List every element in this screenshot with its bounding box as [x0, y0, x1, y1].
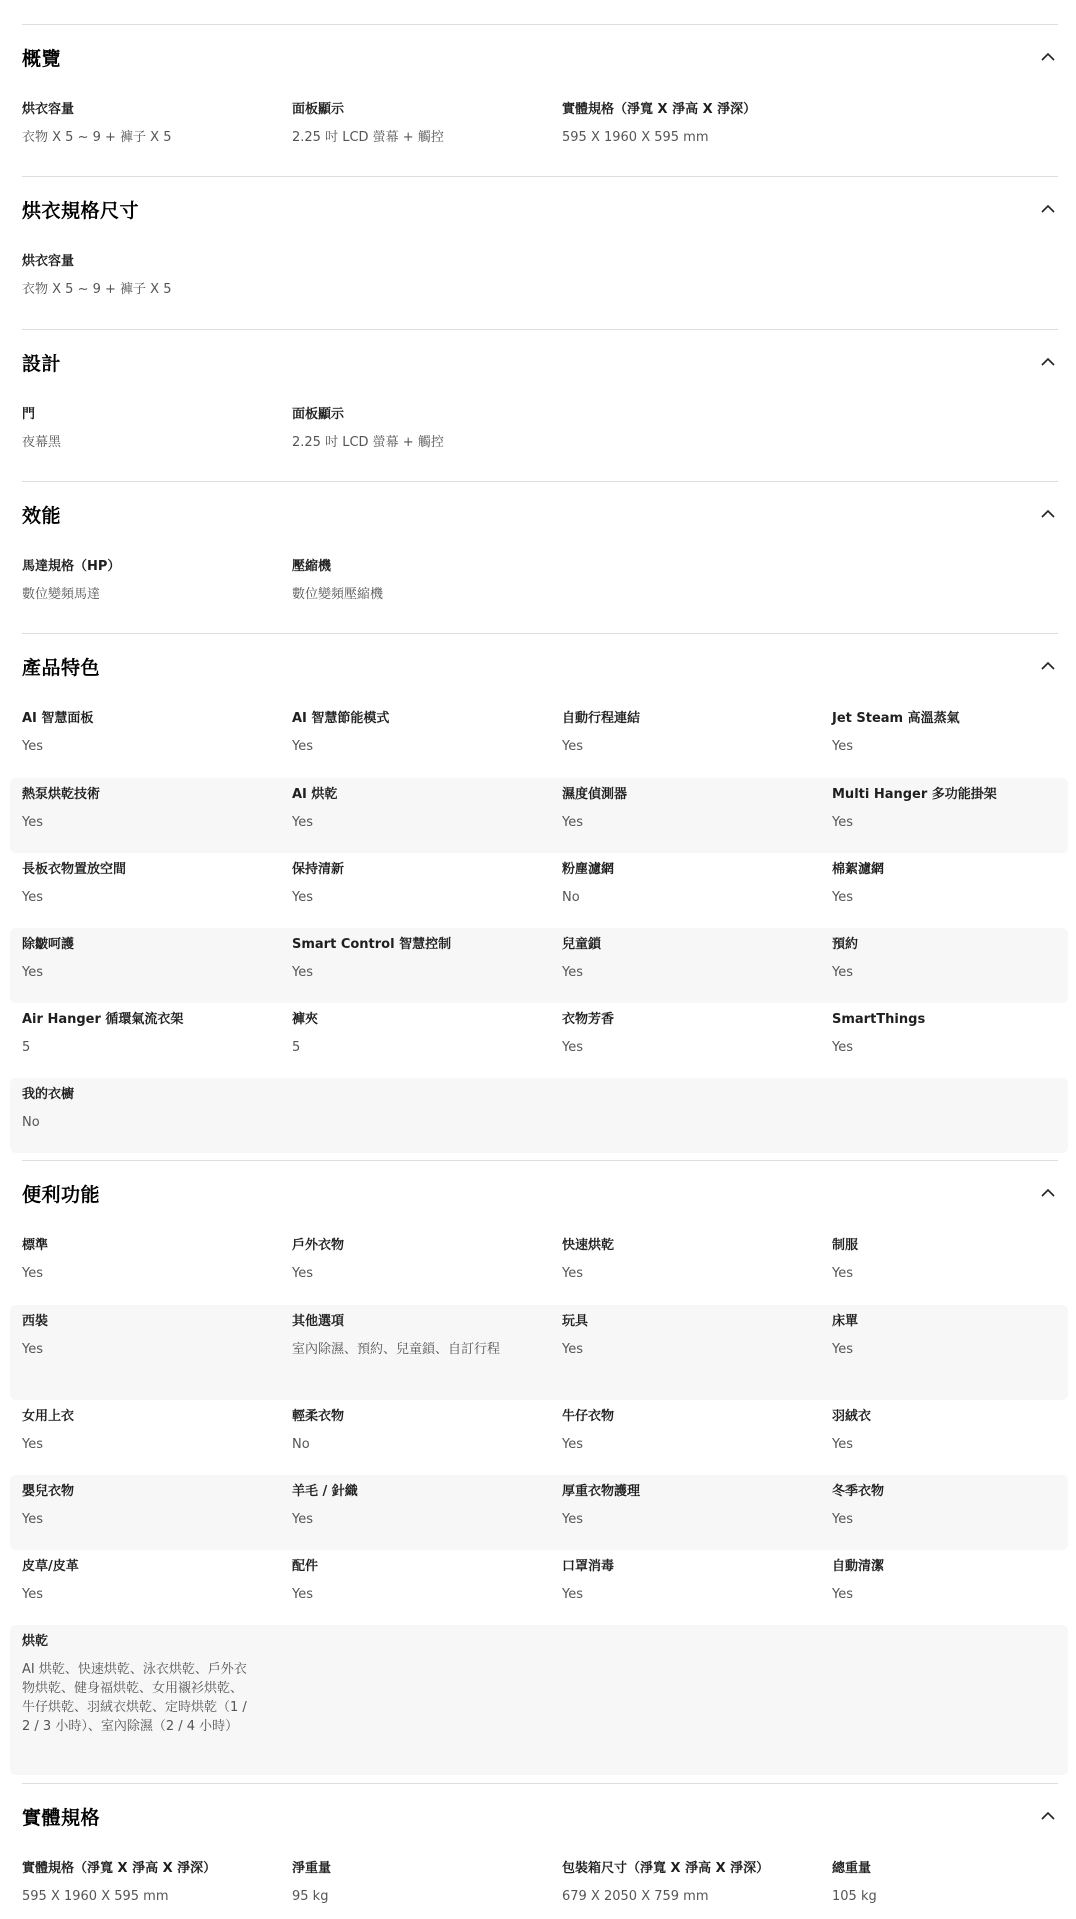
spec-value: Yes [22, 815, 43, 830]
spec-label: 面板顯示 [292, 102, 345, 117]
spec-value: Yes [292, 1266, 313, 1281]
spec-item [22, 1633, 252, 1736]
spec-label: AI 烘乾 [292, 787, 338, 802]
spec-item [22, 1313, 262, 1359]
section-overview-header[interactable] [22, 25, 1058, 95]
spec-label: 配件 [292, 1559, 319, 1574]
section-performance-header[interactable] [22, 482, 1058, 552]
spec-label: 玩具 [562, 1314, 589, 1329]
spec-value: Yes [292, 815, 313, 830]
spec-item [22, 936, 262, 982]
spec-item [832, 710, 1072, 756]
spec-value: Yes [22, 1266, 43, 1281]
chevron-up-icon[interactable] [1038, 504, 1058, 524]
spec-value: Yes [562, 1512, 583, 1527]
spec-row [10, 398, 1068, 474]
spec-value: Yes [22, 1587, 43, 1602]
spec-row [10, 245, 1068, 321]
spec-label: 烘衣容量 [22, 254, 75, 269]
spec-value: 2.25 吋 LCD 螢幕 + 觸控 [292, 435, 444, 450]
spec-label: 口罩消毒 [562, 1559, 615, 1574]
spec-label: 其他選項 [292, 1314, 345, 1329]
spec-label: SmartThings [832, 1012, 926, 1027]
spec-value: No [22, 1115, 40, 1130]
spec-row [10, 1475, 1068, 1550]
spec-item [292, 786, 532, 832]
spec-value: No [562, 890, 580, 905]
spec-item [22, 710, 262, 756]
spec-row [10, 1550, 1068, 1625]
spec-value: Yes [292, 890, 313, 905]
spec-item [832, 1483, 1072, 1529]
spec-label: 羽絨衣 [832, 1409, 872, 1424]
section-title: 設計 [22, 353, 62, 375]
spec-value: Yes [22, 890, 43, 905]
section-overview [22, 24, 1058, 177]
spec-item [832, 1558, 1072, 1604]
spec-value: Yes [292, 1512, 313, 1527]
spec-value: Yes [562, 815, 583, 830]
spec-row [10, 778, 1068, 853]
spec-label: 輕柔衣物 [292, 1409, 345, 1424]
spec-value: No [292, 1437, 310, 1452]
chevron-up-icon[interactable] [1038, 199, 1058, 219]
spec-item [22, 1408, 262, 1454]
spec-label: 長板衣物置放空間 [22, 862, 127, 877]
spec-label: AI 智慧節能模式 [292, 711, 390, 726]
spec-value: Yes [832, 1437, 853, 1452]
spec-item [22, 1237, 262, 1283]
spec-label: AI 智慧面板 [22, 711, 94, 726]
spec-value: Yes [562, 1437, 583, 1452]
spec-value: Yes [22, 1342, 43, 1357]
spec-item [292, 406, 532, 452]
spec-label: 標準 [22, 1238, 49, 1253]
spec-label: 褲夾 [292, 1012, 319, 1027]
spec-value: AI 烘乾、快速烘乾、泳衣烘乾、戶外衣物烘乾、健身福烘乾、女用襯衫烘乾、牛仔烘乾、羽絨衣烘乾、定時烘乾（1 / 2 / 3 小時）、室內除濕（2 / 4 小時） [22, 1662, 247, 1734]
spec-value: Yes [22, 739, 43, 754]
spec-value: Yes [292, 965, 313, 980]
spec-value: Yes [22, 965, 43, 980]
spec-label: 床單 [832, 1314, 859, 1329]
section-design-header[interactable] [22, 330, 1058, 400]
spec-label: 嬰兒衣物 [22, 1484, 75, 1499]
spec-value: Yes [832, 815, 853, 830]
spec-label: 濕度偵測器 [562, 787, 628, 802]
spec-label: 壓縮機 [292, 559, 332, 574]
spec-item [562, 1237, 802, 1283]
spec-value: 595 X 1960 X 595 mm [22, 1889, 169, 1904]
section-design [22, 329, 1058, 482]
spec-item [292, 558, 532, 604]
spec-value: Yes [562, 1587, 583, 1602]
spec-item [832, 1408, 1072, 1454]
spec-label: 厚重衣物護理 [562, 1484, 641, 1499]
spec-value: 595 X 1960 X 595 mm [562, 130, 709, 145]
spec-item [832, 1313, 1072, 1359]
chevron-up-icon[interactable] [1038, 352, 1058, 372]
spec-value: Yes [562, 1266, 583, 1281]
spec-row [10, 928, 1068, 1003]
spec-item [292, 710, 532, 756]
spec-value: Yes [832, 1587, 853, 1602]
chevron-up-icon[interactable] [1038, 1183, 1058, 1203]
spec-label: 我的衣櫥 [22, 1087, 75, 1102]
spec-value: Yes [562, 739, 583, 754]
spec-item [292, 936, 532, 982]
spec-value: 679 X 2050 X 759 mm [562, 1889, 709, 1904]
spec-label: Air Hanger 循環氣流衣架 [22, 1012, 184, 1027]
spec-value: 2.25 吋 LCD 螢幕 + 觸控 [292, 130, 444, 145]
spec-item [832, 861, 1072, 907]
spec-label: 烘乾 [22, 1634, 49, 1649]
spec-row [10, 1305, 1068, 1400]
spec-label: 總重量 [832, 1861, 872, 1876]
spec-item [562, 786, 802, 832]
section-title: 效能 [22, 505, 62, 527]
spec-row [10, 1078, 1068, 1153]
spec-label: 快速烘乾 [562, 1238, 615, 1253]
spec-label: 冬季衣物 [832, 1484, 885, 1499]
section-title: 烘衣規格尺寸 [22, 200, 140, 222]
section-drying-capacity-header[interactable] [22, 177, 1058, 247]
spec-label: 羊毛 / 針織 [292, 1484, 358, 1499]
spec-label: 實體規格（淨寬 X 淨高 X 淨深） [22, 1861, 217, 1876]
spec-item [22, 1086, 262, 1132]
spec-row [10, 1852, 1068, 1916]
spec-item [832, 1237, 1072, 1283]
section-convenience-header[interactable] [22, 1161, 1058, 1231]
spec-row [10, 550, 1068, 626]
spec-label: Jet Steam 高溫蒸氣 [832, 711, 960, 726]
spec-label: Multi Hanger 多功能掛架 [832, 787, 997, 802]
spec-value: Yes [832, 890, 853, 905]
spec-label: 熱泵烘乾技術 [22, 787, 101, 802]
spec-value: Yes [832, 1266, 853, 1281]
chevron-up-icon[interactable] [1038, 1806, 1058, 1826]
spec-item [22, 1011, 262, 1057]
spec-item [22, 406, 262, 452]
spec-label: 棉絮濾網 [832, 862, 885, 877]
spec-value: Yes [22, 1512, 43, 1527]
spec-item [292, 1860, 532, 1906]
spec-item [292, 1237, 532, 1283]
section-physical-spec-header[interactable] [22, 1784, 1058, 1854]
spec-value: Yes [832, 1512, 853, 1527]
chevron-up-icon[interactable] [1038, 656, 1058, 676]
spec-value: Yes [292, 1587, 313, 1602]
spec-item [22, 253, 262, 299]
spec-item [832, 1860, 1072, 1906]
spec-value: 夜幕黑 [22, 435, 62, 450]
spec-row [10, 1400, 1068, 1475]
spec-value: 5 [292, 1040, 301, 1055]
spec-label: 面板顯示 [292, 407, 345, 422]
spec-value: 室內除濕、預約、兒童鎖、自訂行程 [292, 1342, 501, 1357]
spec-label: 除皺呵護 [22, 937, 75, 952]
spec-item [22, 101, 262, 147]
spec-value: 衣物 X 5 ~ 9 + 褲子 X 5 [22, 130, 172, 145]
spec-item [562, 1408, 802, 1454]
spec-label: 女用上衣 [22, 1409, 75, 1424]
spec-label: 包裝箱尺寸（淨寬 X 淨高 X 淨深） [562, 1861, 770, 1876]
spec-item [292, 1408, 532, 1454]
spec-label: 皮草/皮革 [22, 1559, 79, 1574]
spec-item [562, 936, 802, 982]
spec-label: 自動行程連結 [562, 711, 641, 726]
section-title: 實體規格 [22, 1807, 101, 1829]
spec-label: 牛仔衣物 [562, 1409, 615, 1424]
section-title: 產品特色 [22, 657, 101, 679]
spec-label: 淨重量 [292, 1861, 332, 1876]
spec-label: 實體規格（淨寬 X 淨高 X 淨深） [562, 102, 757, 117]
section-convenience [22, 1160, 1058, 1784]
spec-label: Smart Control 智慧控制 [292, 937, 452, 952]
spec-value: 105 kg [832, 1889, 877, 1904]
spec-row [10, 853, 1068, 928]
spec-value: Yes [832, 965, 853, 980]
spec-value: Yes [22, 1437, 43, 1452]
spec-label: 兒童鎖 [562, 937, 602, 952]
spec-label: 自動清潔 [832, 1559, 885, 1574]
spec-value: Yes [562, 1342, 583, 1357]
section-title: 概覽 [22, 48, 62, 70]
spec-value: Yes [562, 965, 583, 980]
chevron-up-icon[interactable] [1038, 47, 1058, 67]
spec-item [292, 1011, 532, 1057]
spec-row [10, 1229, 1068, 1305]
spec-item [292, 1558, 532, 1604]
spec-value: Yes [832, 1342, 853, 1357]
spec-row [10, 1003, 1068, 1078]
spec-label: 保持清新 [292, 862, 345, 877]
spec-item [562, 101, 822, 147]
spec-row [10, 1625, 1068, 1775]
spec-value: Yes [562, 1040, 583, 1055]
spec-label: 衣物芳香 [562, 1012, 615, 1027]
spec-item [832, 786, 1072, 832]
spec-item [562, 1558, 802, 1604]
spec-item [832, 1011, 1072, 1057]
spec-item [292, 861, 532, 907]
spec-value: 數位變頻壓縮機 [292, 587, 384, 602]
section-features [22, 633, 1058, 1161]
spec-value: 衣物 X 5 ~ 9 + 褲子 X 5 [22, 282, 172, 297]
spec-value: Yes [832, 739, 853, 754]
spec-label: 預約 [832, 937, 859, 952]
spec-item [22, 861, 262, 907]
section-performance [22, 481, 1058, 634]
spec-item [22, 786, 262, 832]
section-title: 便利功能 [22, 1184, 101, 1206]
spec-item [292, 101, 532, 147]
spec-label: 戶外衣物 [292, 1238, 345, 1253]
spec-item [562, 1483, 802, 1529]
spec-label: 門 [22, 407, 36, 422]
spec-row [10, 702, 1068, 778]
spec-label: 烘衣容量 [22, 102, 75, 117]
spec-item [22, 558, 262, 604]
spec-item [292, 1483, 532, 1529]
spec-label: 粉塵濾網 [562, 862, 615, 877]
spec-value: Yes [292, 739, 313, 754]
spec-item [832, 936, 1072, 982]
spec-item [22, 1558, 262, 1604]
section-features-header[interactable] [22, 634, 1058, 704]
spec-row [10, 93, 1068, 169]
spec-item [562, 1313, 802, 1359]
spec-item [22, 1483, 262, 1529]
section-physical-spec [22, 1783, 1058, 1919]
spec-item [292, 1313, 517, 1359]
spec-item [562, 1011, 802, 1057]
spec-item [562, 861, 802, 907]
spec-label: 制服 [832, 1238, 859, 1253]
spec-item [562, 710, 802, 756]
section-drying-capacity [22, 176, 1058, 330]
spec-value: 95 kg [292, 1889, 329, 1904]
spec-label: 西裝 [22, 1314, 49, 1329]
spec-value: 數位變頻馬達 [22, 587, 101, 602]
spec-label: 馬達規格（HP） [22, 559, 121, 574]
spec-item [22, 1860, 287, 1906]
spec-value: 5 [22, 1040, 31, 1055]
spec-value: Yes [832, 1040, 853, 1055]
spec-item [562, 1860, 827, 1906]
